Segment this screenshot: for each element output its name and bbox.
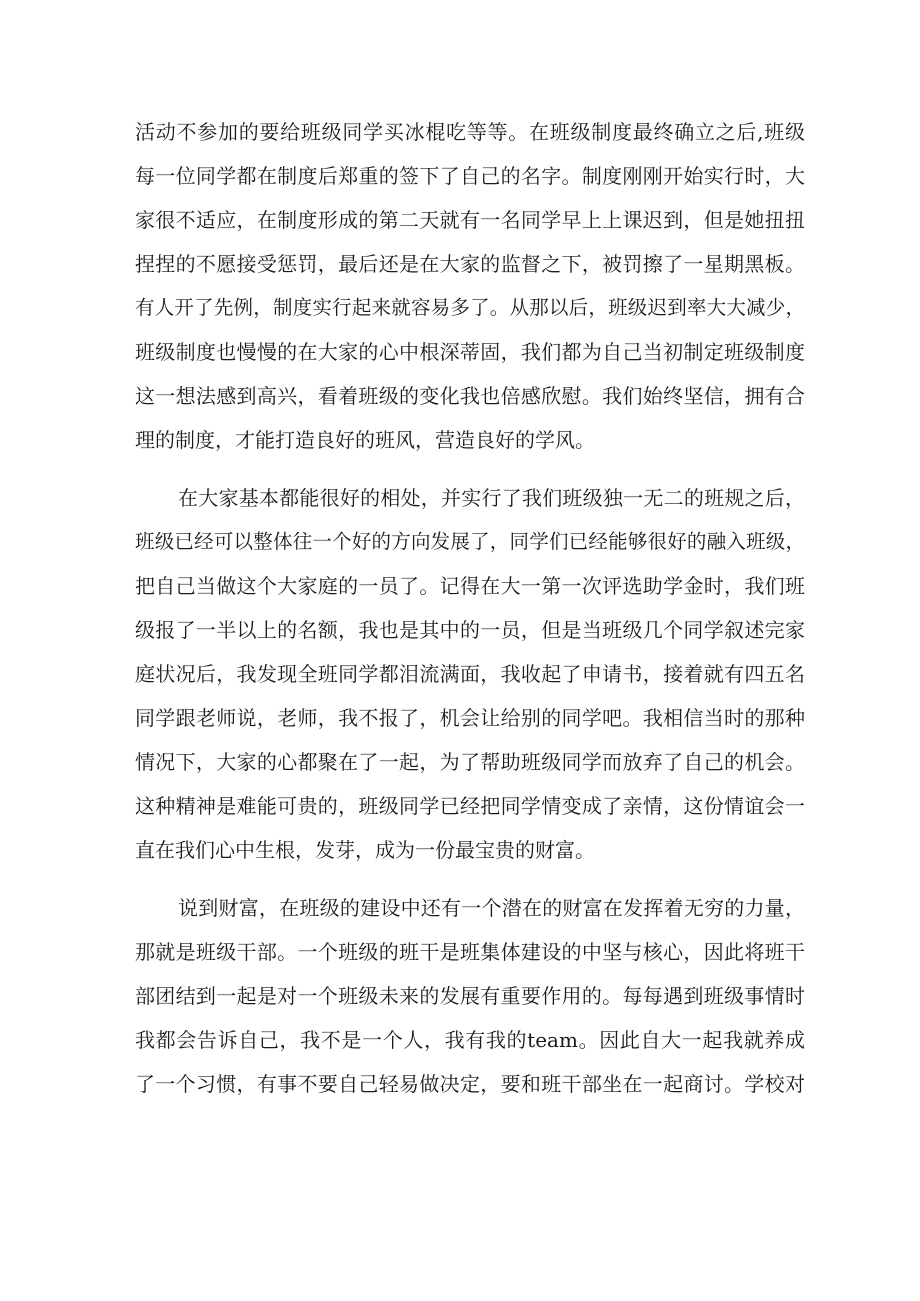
text-line: 直在我们心中生根，发芽，成为一份最宝贵的财富。 <box>135 838 595 862</box>
text-line: 家很不适应，在制度形成的第二天就有一名同学早上上课迟到，但是她扭扭 <box>135 208 805 232</box>
text-line: 班级制度也慢慢的在大家的心中根深蒂固，我们都为自己当初制定班级制度 <box>135 340 805 364</box>
text-line: 庭状况后，我发现全班同学都泪流满面，我收起了申请书，接着就有四五名 <box>135 662 805 686</box>
text-line: 理的制度，才能打造良好的班风，营造良好的学风。 <box>135 428 595 452</box>
text-line: 级报了一半以上的名额，我也是其中的一员，但是当班级几个同学叙述完家 <box>135 618 805 642</box>
text-line: 这种精神是难能可贵的，班级同学已经把同学情变成了亲情，这份情谊会一 <box>135 794 805 818</box>
text-line: 了一个习惯，有事不要自己轻易做决定，要和班干部坐在一起商讨。学校对 <box>135 1072 805 1096</box>
text-line: 在大家基本都能很好的相处，并实行了我们班级独一无二的班规之后， <box>178 486 805 510</box>
text-line: 说到财富，在班级的建设中还有一个潜在的财富在发挥着无穷的力量， <box>178 896 805 920</box>
text-line: 把自己当做这个大家庭的一员了。记得在大一第一次评选助学金时，我们班 <box>135 574 805 598</box>
text-line: 情况下，大家的心都聚在了一起，为了帮助班级同学而放弃了自己的机会。 <box>135 750 805 774</box>
text-line: 班级已经可以整体往一个好的方向发展了，同学们已经能够很好的融入班级， <box>135 530 805 553</box>
text-line: 同学跟老师说，老师，我不报了，机会让给别的同学吧。我相信当时的那种 <box>135 706 805 730</box>
text-line: 我都会告诉自己，我不是一个人，我有我的team。因此自大一起我就养成 <box>135 1028 805 1052</box>
text-line: 部团结到一起是对一个班级未来的发展有重要作用的。每每遇到班级事情时 <box>135 984 805 1008</box>
text-line: 有人开了先例，制度实行起来就容易多了。从那以后，班级迟到率大大减少， <box>135 296 805 319</box>
text-line: 那就是班级干部。一个班级的班干是班集体建设的中坚与核心，因此将班干 <box>135 940 805 964</box>
text-line: 这一想法感到高兴，看着班级的变化我也倍感欣慰。我们始终坚信，拥有合 <box>135 384 805 408</box>
text-line: 活动不参加的要给班级同学买冰棍吃等等。在班级制度最终确立之后,班级 <box>135 120 805 144</box>
text-line: 每一位同学都在制度后郑重的签下了自己的名字。制度刚刚开始实行时，大 <box>135 164 805 188</box>
text-line: 捏捏的不愿接受惩罚，最后还是在大家的监督之下，被罚擦了一星期黑板。 <box>135 252 805 276</box>
